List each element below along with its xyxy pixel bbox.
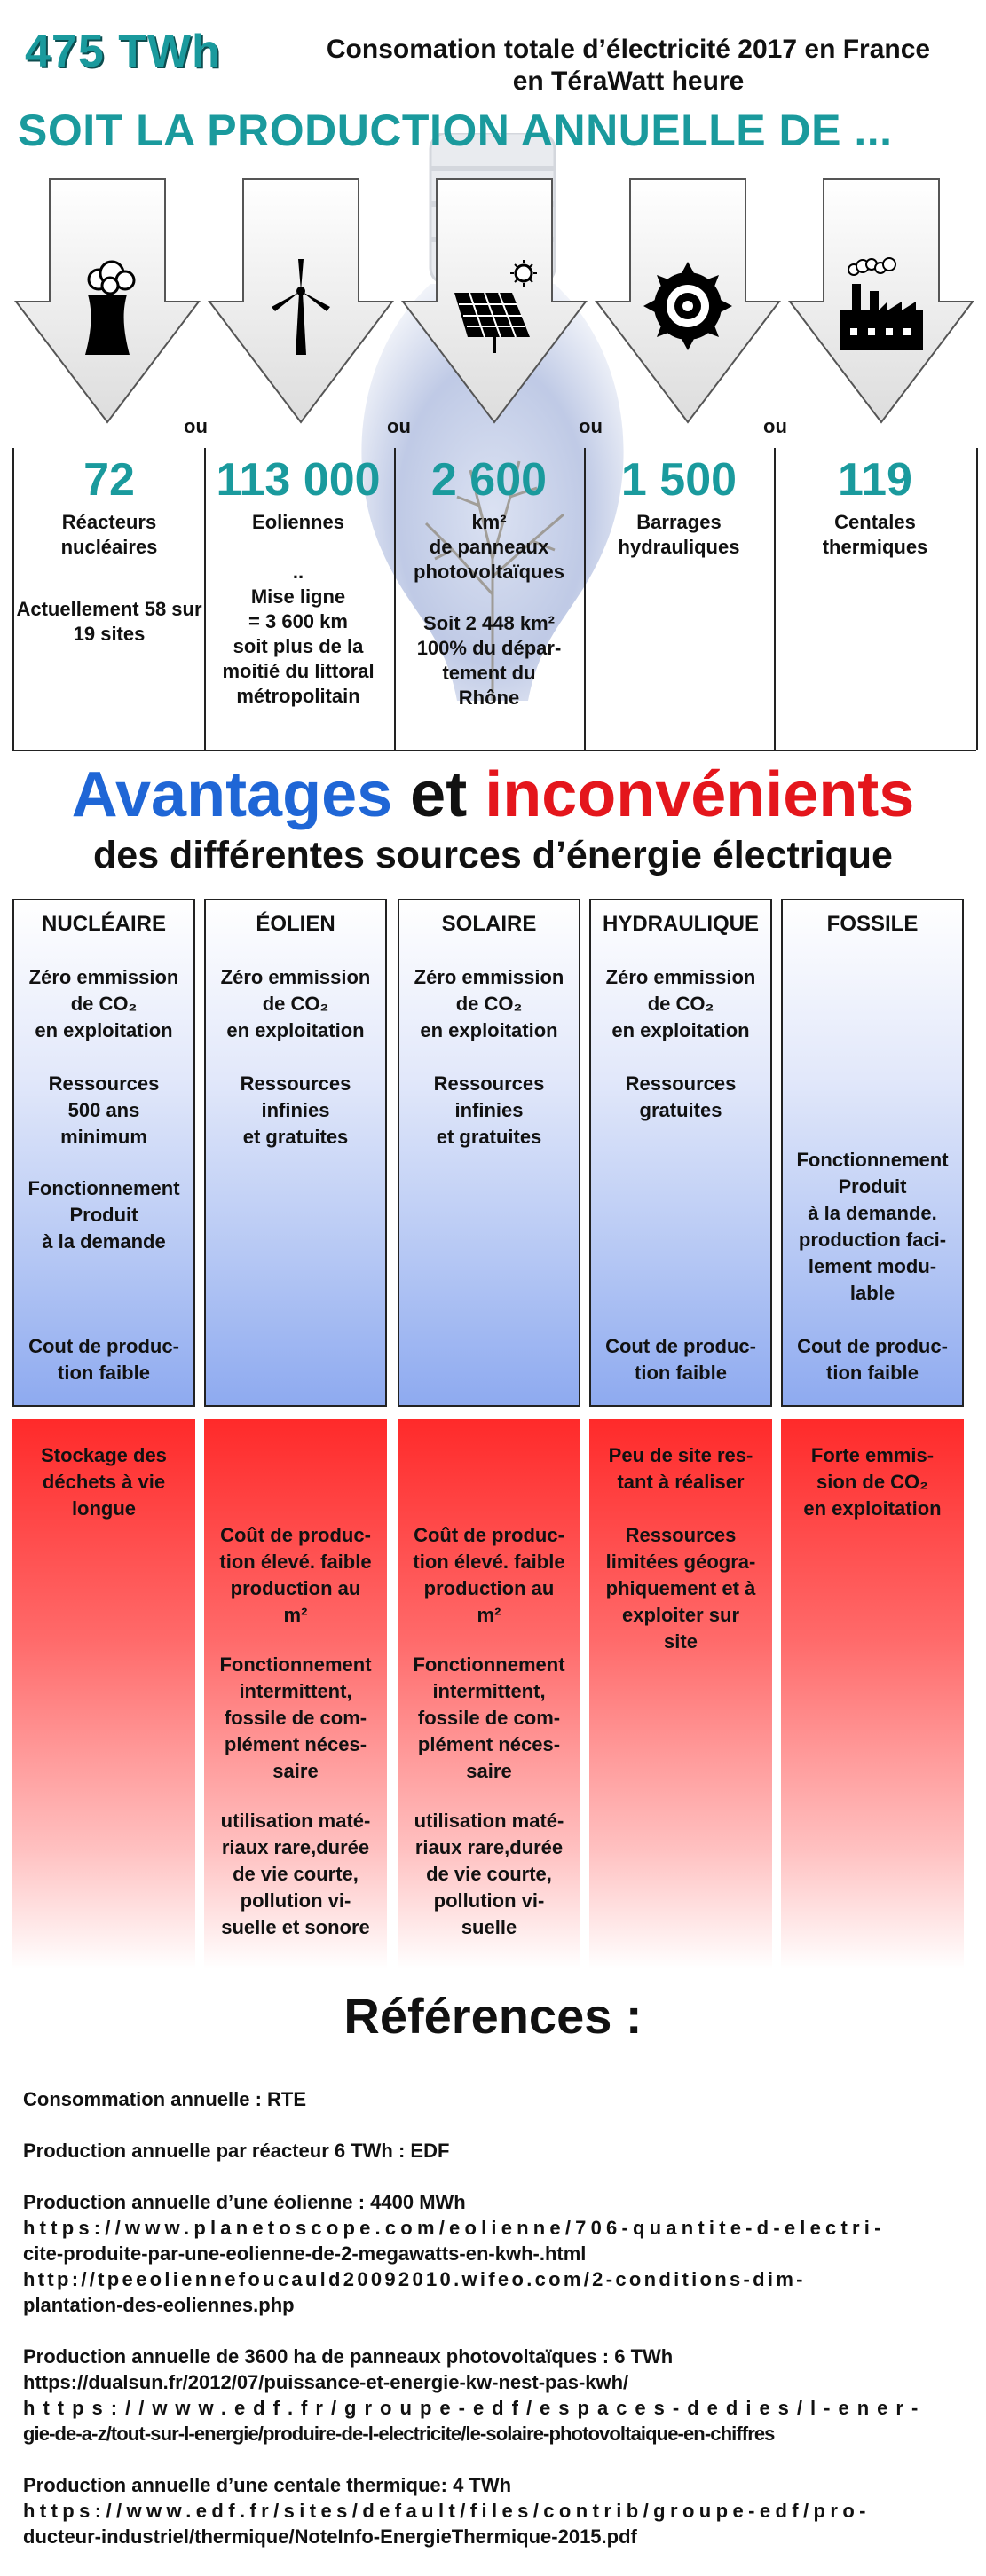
reference-link[interactable]: ducteur-industriel/thermique/NoteInfo-EnergieThermique-2015.pdf: [23, 2525, 637, 2548]
reference-item: [23, 2189, 973, 2318]
source-hydro: [584, 448, 776, 750]
disadvantages-nuclear: [12, 1419, 195, 1969]
wind-arrow: [208, 177, 394, 426]
reference-line: Production annuelle de 3600 ha de panneaux photovoltaïques : 6 TWh: [23, 2345, 674, 2368]
reference-item: [23, 2138, 973, 2164]
column-head: ÉOLIEN: [256, 912, 335, 936]
source-count: 72: [83, 454, 135, 506]
advantage-item: Ressources infinies et gratuites: [240, 1072, 351, 1148]
reference-item: [23, 2344, 973, 2446]
header-title-line-2: en TéraWatt heure: [512, 67, 745, 96]
advantages-hydro: [589, 899, 772, 1407]
disadvantage-item: Coût de produc- tion élevé. faible production au m²: [219, 1524, 372, 1626]
source-label: Centales thermiques: [822, 511, 928, 558]
source-label: Eoliennes: [252, 511, 344, 533]
reference-line: Production annuelle par réacteur 6 TWh : EDF: [23, 2140, 450, 2162]
header-title: [282, 34, 974, 98]
reference-link[interactable]: https://dualsun.fr/2012/07/puissance-et-energie-kw-nest-pas-kwh/: [23, 2371, 629, 2393]
advantages-fossil: [781, 899, 964, 1407]
source-count: 1 500: [620, 454, 738, 506]
references-list: [23, 2086, 973, 2575]
disadvantage-item: utilisation maté- riaux rare,durée de vie courte, pollution vi- suelle: [414, 1810, 564, 1938]
reference-line: Consommation annuelle : RTE: [23, 2088, 307, 2110]
disadvantage-item: Fonctionnement intermittent, fossile de com- plément néces- saire: [413, 1653, 565, 1782]
nuclear-arrow: [14, 177, 201, 426]
hydro-arrow: [595, 177, 781, 426]
advantage-item: Ressources gratuites: [625, 1072, 737, 1121]
sources-table-bottom-border: [12, 750, 976, 751]
reference-link[interactable]: cite-produite-par-une-eolienne-de-2-megawatts-en-kwh-.html: [23, 2242, 587, 2265]
source-count: 2 600: [430, 454, 548, 506]
reference-link[interactable]: gie-de-a-z/tout-sur-l-energie/produire-de-l-electricite/le-solaire-photovoltaique-en-chiffres: [23, 2423, 775, 2445]
wind-turbine-icon: [252, 257, 350, 355]
disadvantages-hydro: [589, 1419, 772, 1969]
connector-ou-4: ou: [763, 415, 787, 437]
source-label: Réacteurs nucléaires: [60, 511, 158, 558]
advantage-item: Cout de produc- tion faible: [28, 1335, 179, 1384]
source-note: Actuellement 58 sur 19 sites: [16, 598, 202, 645]
reference-line: Production annuelle d’une centale thermique: 4 TWh: [23, 2474, 512, 2496]
column-head: NUCLÉAIRE: [41, 912, 166, 936]
advantages-wind: [204, 899, 387, 1407]
source-fossil: [774, 448, 978, 750]
reference-link[interactable]: https://www.planetoscope.com/eolienne/706-quantite-d-electri-: [23, 2217, 886, 2239]
column-head: FOSSILE: [826, 912, 919, 936]
advantage-item: Zéro emmission de CO₂ en exploitation: [605, 966, 756, 1041]
disadvantage-item: Peu de site res- tant à réaliser: [608, 1444, 753, 1493]
advantage-item: Zéro emmission de CO₂ en exploitation: [220, 966, 371, 1041]
advantage-item: Fonctionnement Produit à la demande. production faci- lement modu- lable: [796, 1149, 949, 1304]
total-consumption-value: 475 TWh: [25, 26, 221, 77]
advantage-item: Zéro emmission de CO₂ en exploitation: [414, 966, 564, 1041]
source-nuclear: [12, 448, 206, 750]
nuclear-plant-icon: [59, 257, 156, 355]
column-head: HYDRAULIQUE: [602, 912, 759, 936]
reference-link[interactable]: plantation-des-eoliennes.php: [23, 2294, 295, 2316]
fossil-arrow: [788, 177, 974, 426]
header-title-line-1: Consomation totale d’électricité 2017 en France: [326, 35, 931, 64]
source-note: .. Mise ligne = 3 600 km soit plus de la moitié du littoral métropolitain: [222, 561, 375, 707]
advantage-item: Fonctionnement Produit à la demande: [28, 1177, 180, 1253]
avantages-subtitle: des différentes sources d’énergie électrique: [93, 834, 893, 876]
advantage-item: Cout de produc- tion faible: [605, 1335, 756, 1384]
reference-item: [23, 2472, 973, 2549]
water-turbine-icon: [639, 257, 737, 355]
factory-icon: [832, 257, 930, 355]
solar-panel-icon: [446, 257, 543, 355]
source-wind: [202, 448, 396, 750]
et-word: et: [410, 759, 468, 830]
solar-arrow: [401, 177, 588, 426]
advantage-item: Ressources infinies et gratuites: [433, 1072, 545, 1148]
disadvantages-solar: [398, 1419, 580, 1969]
avantages-title: [0, 758, 986, 831]
disadvantage-item: utilisation maté- riaux rare,durée de vie courte, pollution vi- suelle et sonore: [220, 1810, 371, 1938]
source-note: Soit 2 448 km² 100% du dépar- tement du Rhône: [416, 612, 562, 709]
disadvantage-item: Fonctionnement intermittent, fossile de com- plément néces- saire: [219, 1653, 372, 1782]
disadvantage-item: Coût de produc- tion élevé. faible production au m²: [413, 1524, 565, 1626]
disadvantages-fossil: [781, 1419, 964, 1969]
source-label: Barrages hydrauliques: [618, 511, 740, 558]
source-count: 113 000: [216, 454, 381, 506]
reference-link[interactable]: https://www.edf.fr/sites/default/files/contrib/groupe-edf/pro-: [23, 2500, 871, 2522]
production-subtitle: SOIT LA PRODUCTION ANNUELLE DE ...: [18, 106, 893, 155]
advantages-nuclear: [12, 899, 195, 1407]
advantage-item: Cout de produc- tion faible: [797, 1335, 948, 1384]
inconvenients-word: inconvénients: [485, 759, 915, 830]
reference-link[interactable]: https://www.edf.fr/groupe-edf/espaces-dedies/l-ener-: [23, 2397, 927, 2419]
reference-link[interactable]: http://tpeeoliennefoucauld20092010.wifeo.com/2-conditions-dim-: [23, 2268, 806, 2290]
disadvantage-item: Stockage des déchets à vie longue: [41, 1444, 167, 1520]
advantage-item: Zéro emmission de CO₂ en exploitation: [28, 966, 179, 1041]
source-count: 119: [838, 454, 912, 506]
reference-line: Production annuelle d’une éolienne : 4400 MWh: [23, 2191, 466, 2213]
source-solar: [394, 448, 586, 750]
disadvantage-item: Forte emmis- sion de CO₂ en exploitation: [803, 1444, 942, 1520]
advantage-item: Ressources 500 ans minimum: [48, 1072, 160, 1148]
reference-item: [23, 2086, 973, 2112]
connector-ou-3: ou: [579, 415, 603, 437]
column-head: SOLAIRE: [441, 912, 537, 936]
disadvantages-wind: [204, 1419, 387, 1969]
disadvantage-item: Ressources limitées géogra- phiquement et à exploiter sur site: [605, 1524, 756, 1653]
references-title: Références :: [343, 1988, 643, 2044]
avantages-word: Avantages: [71, 759, 393, 830]
source-label: km² de panneaux photovoltaïques: [414, 511, 564, 583]
connector-ou-2: ou: [387, 415, 411, 437]
connector-ou-1: ou: [184, 415, 208, 437]
advantages-solar: [398, 899, 580, 1407]
